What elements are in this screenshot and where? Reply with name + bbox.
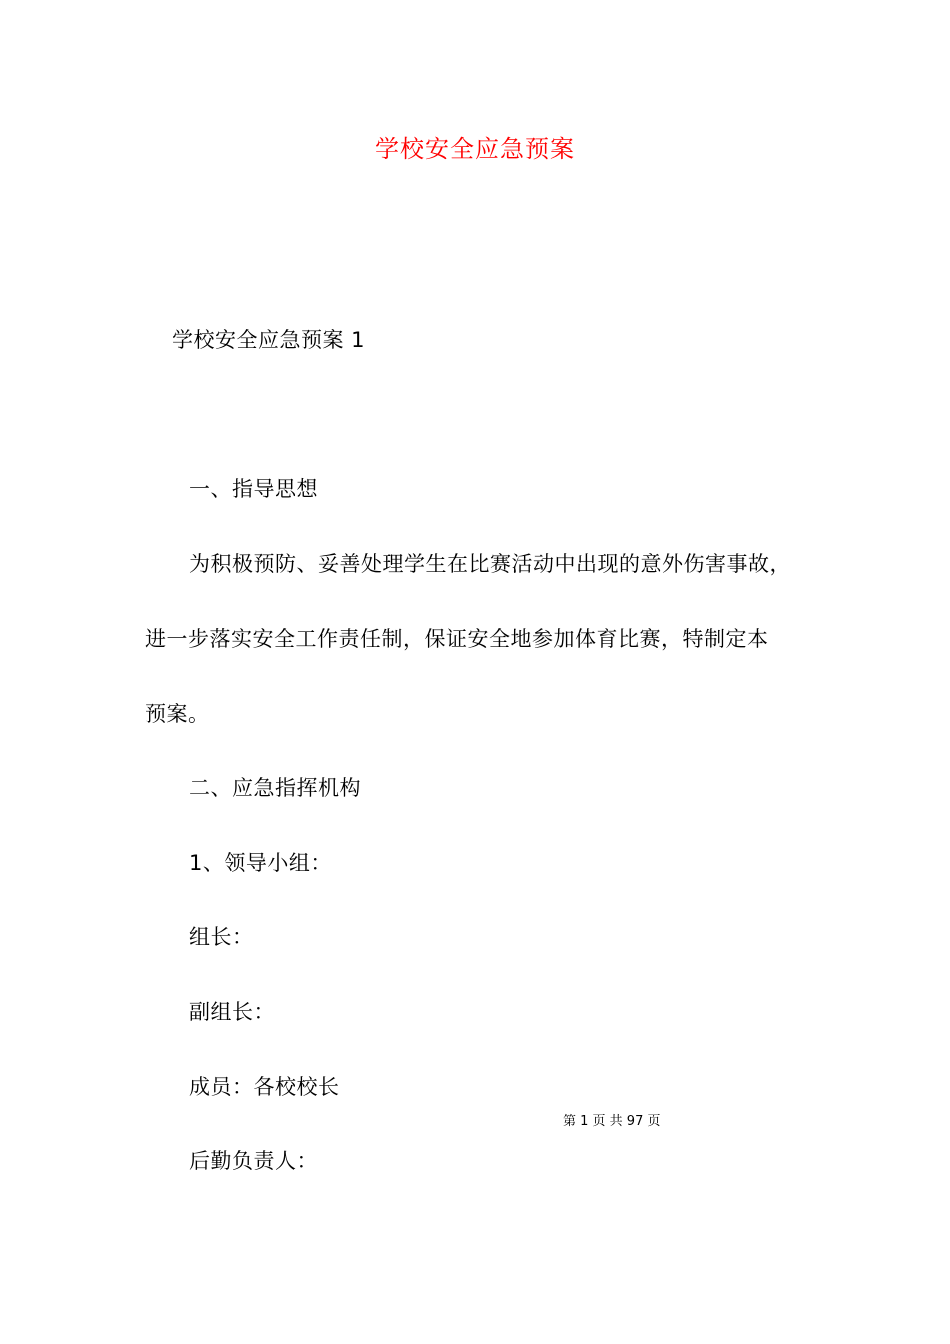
field-leader: 组长： (189, 925, 254, 949)
page-number: 第 1 页 共 97 页 (563, 1114, 661, 1129)
paragraph-line-1: 为积极预防、妥善处理学生在比赛活动中出现的意外伤害事故， (189, 552, 791, 576)
heading-command-structure: 二、应急指挥机构 (189, 776, 361, 800)
document-title: 学校安全应急预案 (375, 135, 575, 163)
heading-guiding-ideology: 一、指导思想 (189, 477, 318, 501)
paragraph-line-3: 预案。 (145, 702, 210, 726)
paragraph-line-2: 进一步落实安全工作责任制，保证安全地参加体育比赛，特制定本 (145, 627, 769, 651)
sub-heading-leadership-group: 1、领导小组： (189, 851, 332, 875)
field-deputy-leader: 副组长： (189, 1000, 275, 1024)
section-heading: 学校安全应急预案 1 (172, 328, 366, 352)
field-members: 成员：各校校长 (189, 1075, 340, 1099)
field-logistics: 后勤负责人： (189, 1149, 318, 1173)
